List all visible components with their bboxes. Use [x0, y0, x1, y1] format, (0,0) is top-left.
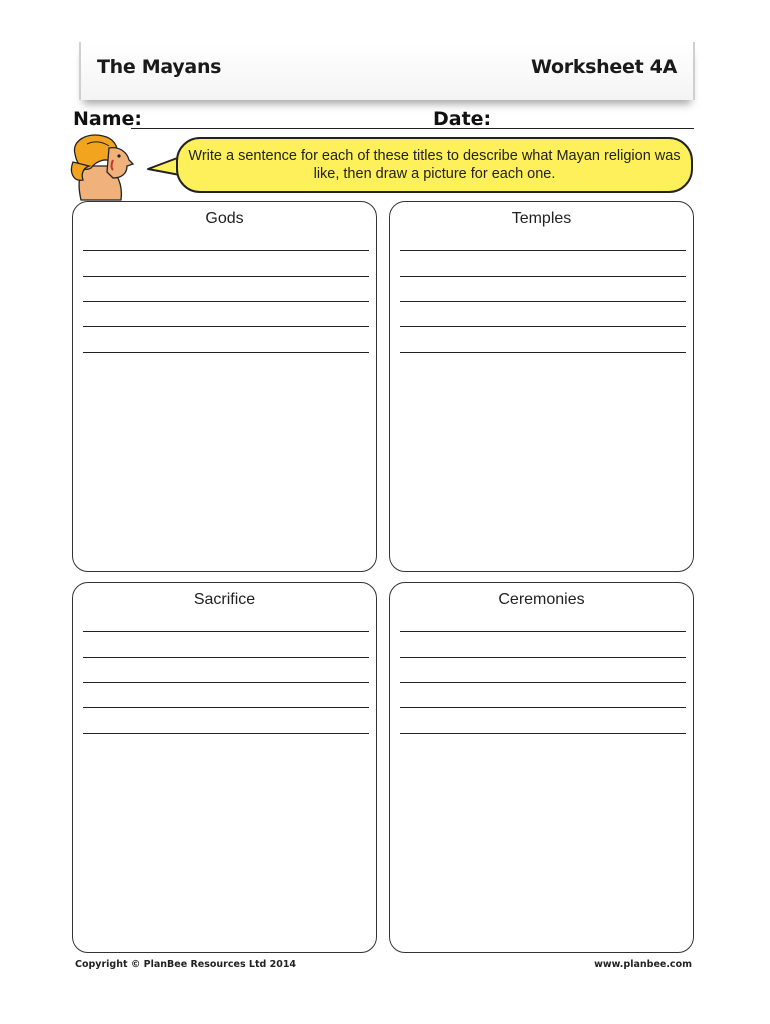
panel-sacrifice[interactable]: [72, 582, 377, 953]
writing-line[interactable]: [83, 301, 369, 302]
date-label: Date:: [433, 108, 492, 130]
copyright-text: Copyright © PlanBee Resources Ltd 2014: [75, 959, 297, 970]
writing-line[interactable]: [83, 733, 369, 734]
name-label: Name:: [73, 108, 143, 130]
writing-line[interactable]: [400, 631, 686, 632]
writing-line[interactable]: [400, 707, 686, 708]
panel-title: Temples: [511, 210, 572, 227]
panel-title: Sacrifice: [193, 591, 256, 608]
writing-line[interactable]: [83, 631, 369, 632]
panel-gods[interactable]: [72, 201, 377, 572]
header-banner: [79, 42, 695, 100]
panel-temples[interactable]: [389, 201, 694, 572]
writing-line[interactable]: [83, 682, 369, 683]
writing-line[interactable]: [83, 250, 369, 251]
writing-line[interactable]: [400, 276, 686, 277]
writing-line[interactable]: [400, 657, 686, 658]
writing-line[interactable]: [83, 707, 369, 708]
panel-title: Gods: [205, 210, 244, 227]
mayan-character-icon: [67, 132, 147, 202]
website-link[interactable]: www.planbee.com: [594, 959, 692, 970]
writing-line[interactable]: [400, 352, 686, 353]
name-date-row: [73, 108, 695, 134]
worksheet-number: Worksheet 4A: [531, 56, 677, 78]
writing-line[interactable]: [83, 326, 369, 327]
worksheet-topic-title: The Mayans: [97, 56, 222, 78]
instruction-bubble: Write a sentence for each of these titles to describe what Mayan religion was like, then draw a picture for each one.: [176, 137, 693, 193]
date-field-line[interactable]: [482, 128, 694, 129]
writing-line[interactable]: [400, 301, 686, 302]
writing-line[interactable]: [400, 326, 686, 327]
writing-line[interactable]: [400, 682, 686, 683]
panel-title: Ceremonies: [498, 591, 585, 608]
panel-ceremonies[interactable]: [389, 582, 694, 953]
writing-line[interactable]: [400, 733, 686, 734]
writing-line[interactable]: [83, 276, 369, 277]
writing-line[interactable]: [400, 250, 686, 251]
writing-line[interactable]: [83, 657, 369, 658]
writing-line[interactable]: [83, 352, 369, 353]
